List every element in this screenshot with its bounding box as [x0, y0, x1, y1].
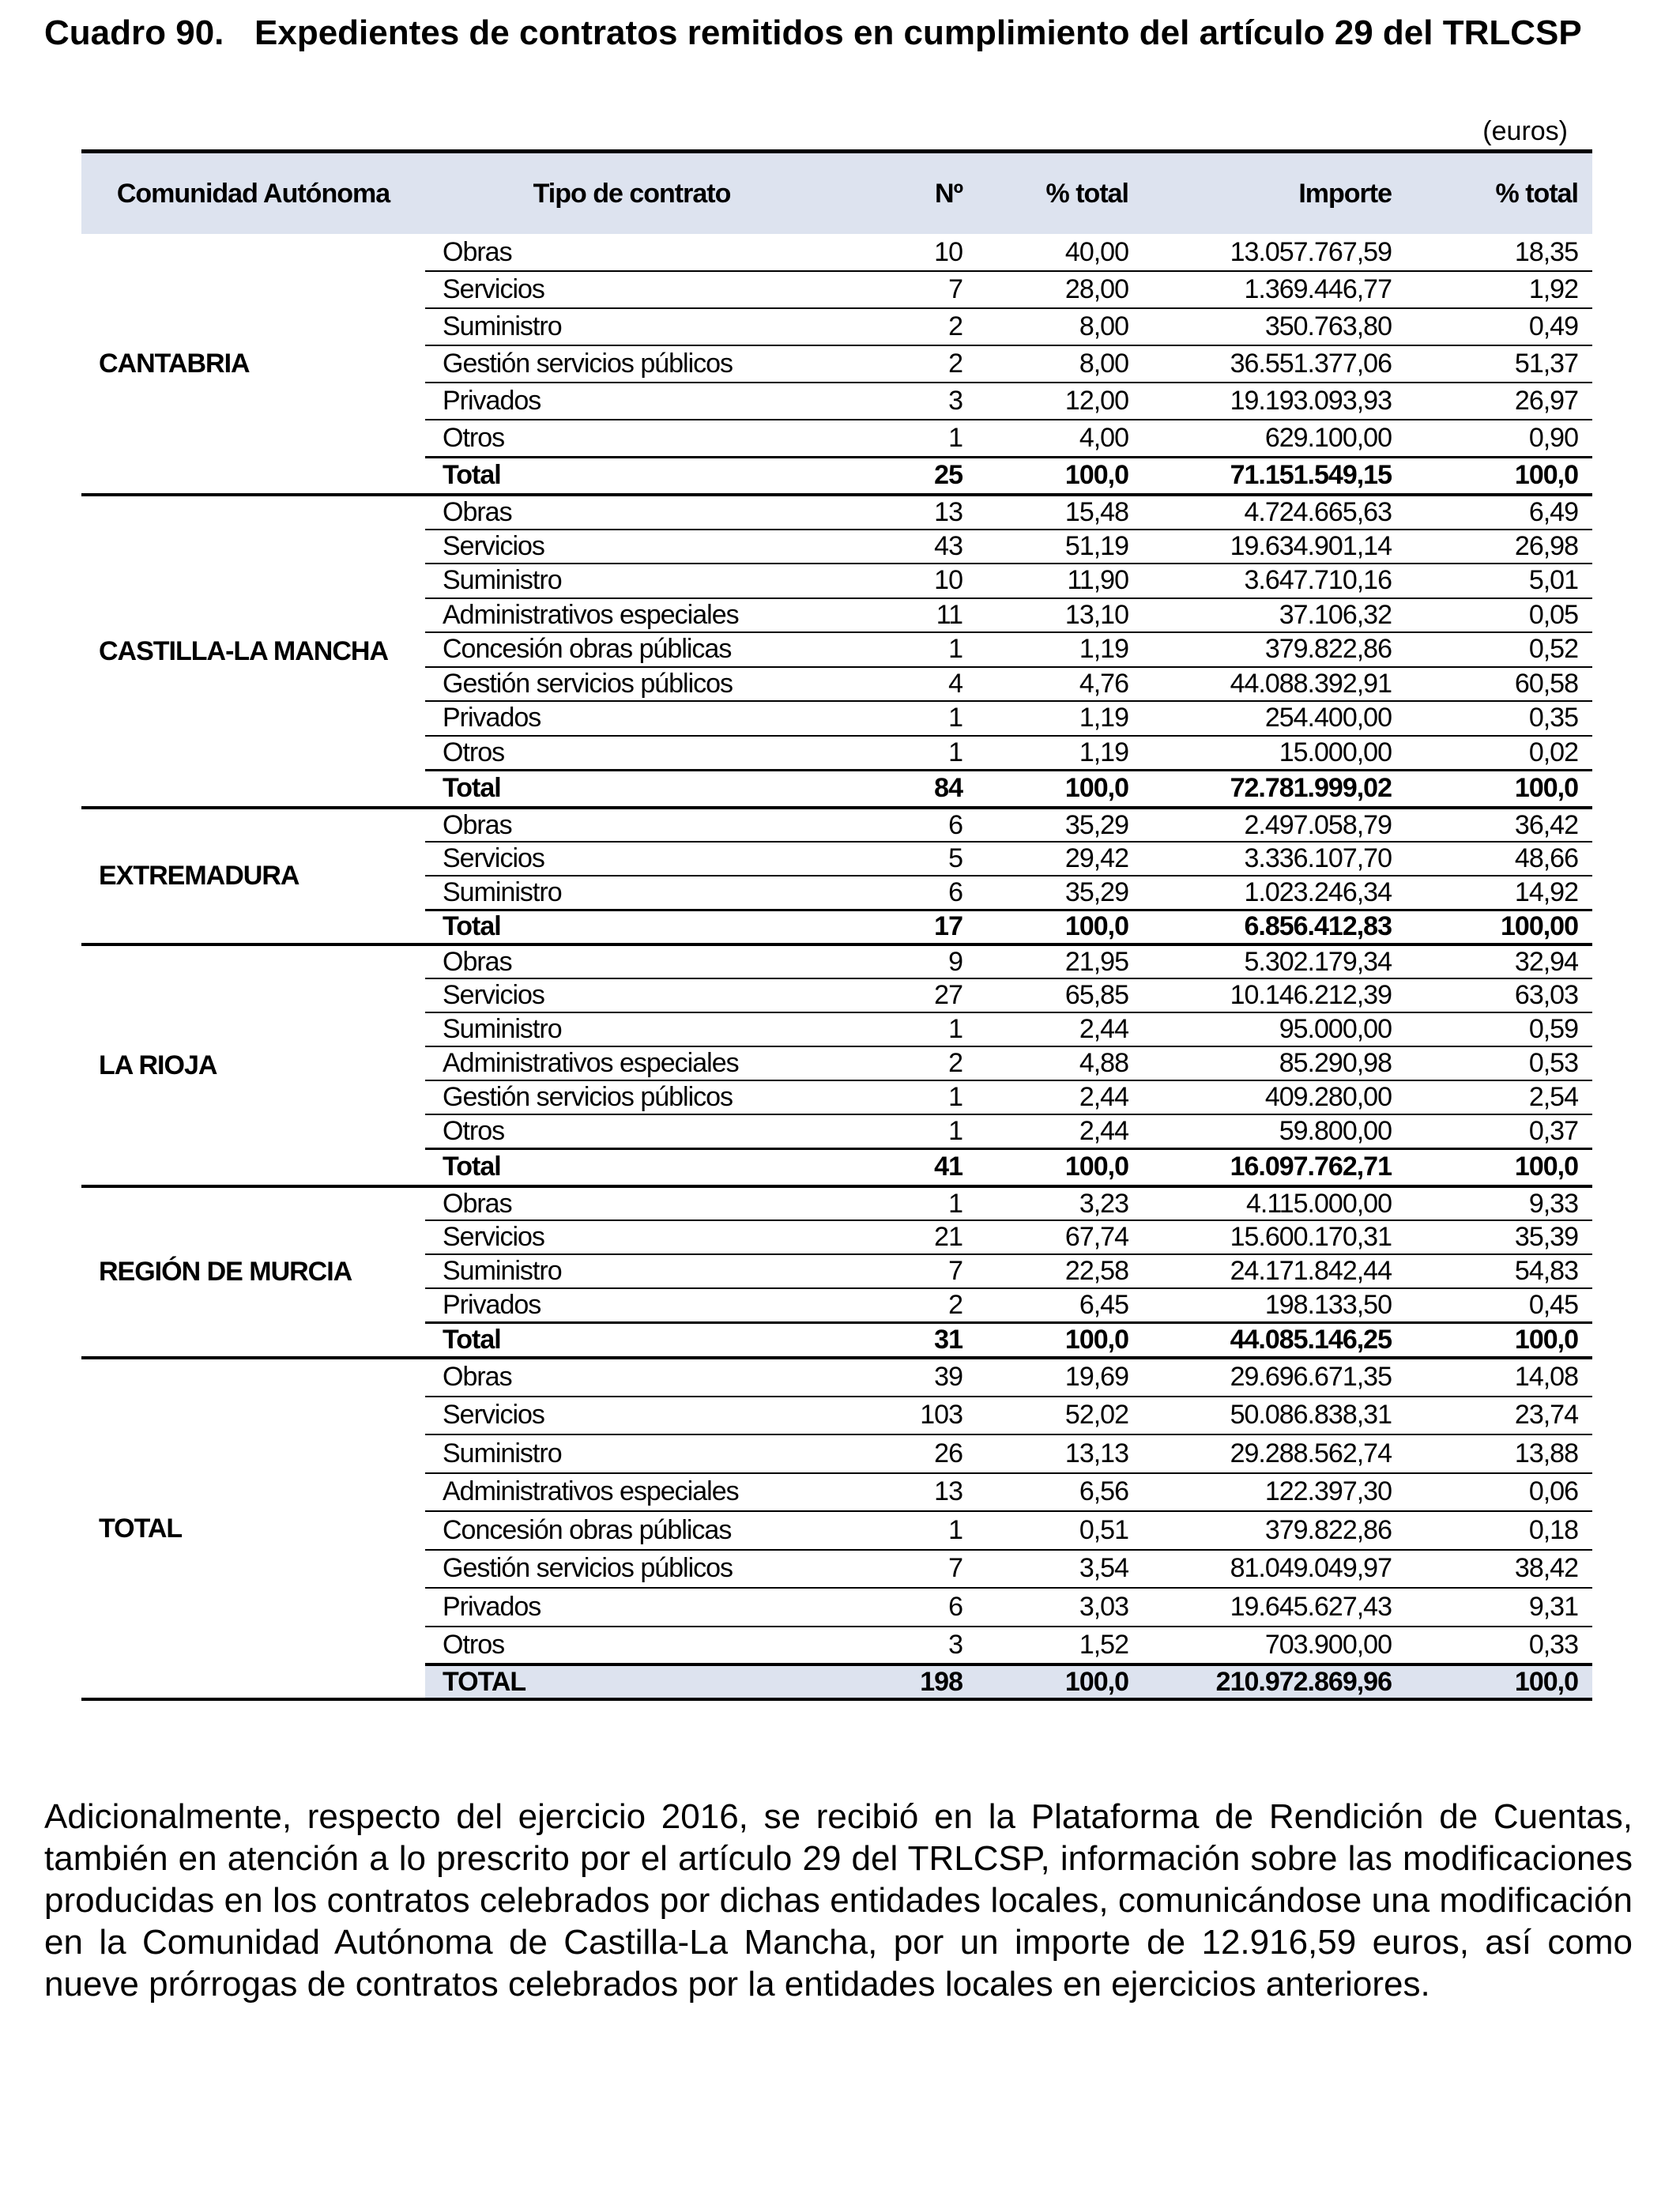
cell-amount: 6.856.412,83 [1143, 910, 1406, 944]
cell-count-pct: 1,52 [977, 1627, 1143, 1665]
caption-title: Expedientes de contratos remitidos en cumplimiento del artículo 29 del TRLCSP [254, 13, 1582, 52]
cell-amount-pct: 18,35 [1406, 234, 1592, 271]
cell-type: Concesión obras públicas [425, 1511, 838, 1550]
cell-count: 7 [838, 271, 977, 308]
cell-type: Obras [425, 808, 838, 842]
cell-amount-pct: 26,97 [1406, 383, 1592, 420]
cell-amount-pct: 100,0 [1406, 770, 1592, 808]
cell-amount-pct: 0,90 [1406, 420, 1592, 457]
cell-amount: 198.133,50 [1143, 1288, 1406, 1322]
cell-amount-pct: 6,49 [1406, 495, 1592, 530]
cell-type: Servicios [425, 1397, 838, 1435]
cell-type: Administrativos especiales [425, 1046, 838, 1080]
cell-amount: 15.600.170,31 [1143, 1220, 1406, 1254]
cell-amount: 254.400,00 [1143, 701, 1406, 736]
cell-amount: 44.088.392,91 [1143, 667, 1406, 702]
cell-type: TOTAL [425, 1664, 838, 1699]
cell-count-pct: 22,58 [977, 1254, 1143, 1288]
cell-count: 39 [838, 1358, 977, 1397]
region-name: EXTREMADURA [99, 861, 299, 891]
table-row [81, 944, 1592, 978]
cell-amount-pct: 0,33 [1406, 1627, 1592, 1665]
cell-type: Otros [425, 1114, 838, 1148]
cell-count-pct: 3,03 [977, 1588, 1143, 1627]
cell-amount: 122.397,30 [1143, 1473, 1406, 1512]
cell-count: 7 [838, 1550, 977, 1589]
cell-amount: 15.000,00 [1143, 736, 1406, 771]
cell-amount-pct: 0,45 [1406, 1288, 1592, 1322]
cell-amount-pct: 60,58 [1406, 667, 1592, 702]
cell-count: 6 [838, 808, 977, 842]
header-tipo: Tipo de contrato [425, 152, 838, 235]
cell-count-pct: 2,44 [977, 1114, 1143, 1148]
region-name: REGIÓN DE MURCIA [99, 1257, 352, 1287]
cell-amount-pct: 23,74 [1406, 1397, 1592, 1435]
cell-count: 21 [838, 1220, 977, 1254]
region-name: CASTILLA-LA MANCHA [99, 635, 389, 666]
cell-amount: 71.151.549,15 [1143, 457, 1406, 495]
cell-amount-pct: 0,18 [1406, 1511, 1592, 1550]
cell-amount-pct: 100,0 [1406, 1148, 1592, 1186]
cell-amount: 37.106,32 [1143, 598, 1406, 633]
region-group [81, 1186, 1592, 1358]
cell-amount: 85.290,98 [1143, 1046, 1406, 1080]
cell-type: Gestión servicios públicos [425, 667, 838, 702]
cell-type: Suministro [425, 564, 838, 598]
cell-amount: 36.551.377,06 [1143, 345, 1406, 383]
cell-count-pct: 11,90 [977, 564, 1143, 598]
cell-amount: 4.115.000,00 [1143, 1186, 1406, 1220]
cell-amount: 24.171.842,44 [1143, 1254, 1406, 1288]
cell-amount-pct: 1,92 [1406, 271, 1592, 308]
cell-type: Otros [425, 1627, 838, 1665]
cell-count-pct: 100,0 [977, 770, 1143, 808]
cell-amount-pct: 14,92 [1406, 876, 1592, 910]
cell-count: 11 [838, 598, 977, 633]
cell-count: 31 [838, 1322, 977, 1358]
cell-count-pct: 29,42 [977, 842, 1143, 876]
cell-type: Suministro [425, 308, 838, 345]
cell-count: 25 [838, 457, 977, 495]
cell-amount-pct: 54,83 [1406, 1254, 1592, 1288]
cell-amount: 4.724.665,63 [1143, 495, 1406, 530]
cell-type: Servicios [425, 842, 838, 876]
cell-amount-pct: 5,01 [1406, 564, 1592, 598]
contracts-table [81, 149, 1592, 1701]
cell-amount: 2.497.058,79 [1143, 808, 1406, 842]
cell-count-pct: 8,00 [977, 308, 1143, 345]
cell-count-pct: 12,00 [977, 383, 1143, 420]
cell-count-pct: 100,0 [977, 457, 1143, 495]
region-group [81, 1358, 1592, 1699]
cell-type: Otros [425, 420, 838, 457]
cell-type: Servicios [425, 271, 838, 308]
cell-amount: 95.000,00 [1143, 1012, 1406, 1046]
cell-count-pct: 1,19 [977, 701, 1143, 736]
cell-count: 2 [838, 308, 977, 345]
cell-amount: 5.302.179,34 [1143, 944, 1406, 978]
cell-amount-pct: 0,59 [1406, 1012, 1592, 1046]
cell-count-pct: 4,76 [977, 667, 1143, 702]
cell-amount-pct: 0,06 [1406, 1473, 1592, 1512]
cell-count: 13 [838, 1473, 977, 1512]
cell-count-pct: 6,56 [977, 1473, 1143, 1512]
cell-count: 5 [838, 842, 977, 876]
cell-type: Obras [425, 944, 838, 978]
table-row [81, 1358, 1592, 1397]
cell-count: 7 [838, 1254, 977, 1288]
cell-count: 6 [838, 876, 977, 910]
cell-count-pct: 4,88 [977, 1046, 1143, 1080]
cell-amount-pct: 100,00 [1406, 910, 1592, 944]
cell-type: Privados [425, 383, 838, 420]
cell-count: 1 [838, 1114, 977, 1148]
cell-amount-pct: 14,08 [1406, 1358, 1592, 1397]
cell-amount-pct: 100,0 [1406, 1322, 1592, 1358]
cell-count-pct: 2,44 [977, 1012, 1143, 1046]
cell-type: Privados [425, 1288, 838, 1322]
cell-count-pct: 35,29 [977, 876, 1143, 910]
cell-amount: 19.193.093,93 [1143, 383, 1406, 420]
cell-count-pct: 6,45 [977, 1288, 1143, 1322]
cell-amount-pct: 36,42 [1406, 808, 1592, 842]
cell-type: Obras [425, 234, 838, 271]
table-row [81, 808, 1592, 842]
cell-type: Privados [425, 701, 838, 736]
cell-type: Servicios [425, 1220, 838, 1254]
cell-amount-pct: 0,05 [1406, 598, 1592, 633]
header-pct-numero: % total [977, 152, 1143, 235]
cell-count: 10 [838, 234, 977, 271]
cell-count: 2 [838, 345, 977, 383]
cell-count: 198 [838, 1664, 977, 1699]
cell-count-pct: 67,74 [977, 1220, 1143, 1254]
cell-count: 9 [838, 944, 977, 978]
cell-count: 3 [838, 383, 977, 420]
cell-type: Suministro [425, 1254, 838, 1288]
cell-amount-pct: 48,66 [1406, 842, 1592, 876]
cell-type: Servicios [425, 978, 838, 1012]
header-numero: Nº [838, 152, 977, 235]
cell-amount-pct: 0,37 [1406, 1114, 1592, 1148]
cell-type: Suministro [425, 1012, 838, 1046]
cell-amount: 703.900,00 [1143, 1627, 1406, 1665]
cell-count: 2 [838, 1288, 977, 1322]
cell-count: 1 [838, 632, 977, 667]
cell-count-pct: 13,10 [977, 598, 1143, 633]
cell-count: 43 [838, 530, 977, 564]
cell-amount-pct: 0,52 [1406, 632, 1592, 667]
header-importe: Importe [1143, 152, 1406, 235]
cell-amount: 1.369.446,77 [1143, 271, 1406, 308]
cell-count: 3 [838, 1627, 977, 1665]
cell-amount: 19.634.901,14 [1143, 530, 1406, 564]
cell-count: 13 [838, 495, 977, 530]
cell-count-pct: 51,19 [977, 530, 1143, 564]
cell-amount: 29.288.562,74 [1143, 1434, 1406, 1473]
cell-amount: 72.781.999,02 [1143, 770, 1406, 808]
cell-count-pct: 1,19 [977, 736, 1143, 771]
cell-type: Suministro [425, 876, 838, 910]
cell-amount: 379.822,86 [1143, 632, 1406, 667]
cell-type: Obras [425, 1186, 838, 1220]
region-group [81, 495, 1592, 808]
region-name: TOTAL [99, 1513, 183, 1544]
cell-amount-pct: 13,88 [1406, 1434, 1592, 1473]
cell-amount: 379.822,86 [1143, 1511, 1406, 1550]
region-group [81, 234, 1592, 495]
cell-type: Otros [425, 736, 838, 771]
cell-amount: 629.100,00 [1143, 420, 1406, 457]
cell-type: Administrativos especiales [425, 598, 838, 633]
cell-amount: 19.645.627,43 [1143, 1588, 1406, 1627]
cell-type: Concesión obras públicas [425, 632, 838, 667]
cell-count-pct: 4,00 [977, 420, 1143, 457]
cell-count: 103 [838, 1397, 977, 1435]
cell-amount: 350.763,80 [1143, 308, 1406, 345]
cell-count-pct: 21,95 [977, 944, 1143, 978]
cell-type: Servicios [425, 530, 838, 564]
cell-count-pct: 3,23 [977, 1186, 1143, 1220]
region-group [81, 944, 1592, 1186]
cell-count-pct: 65,85 [977, 978, 1143, 1012]
cell-count-pct: 3,54 [977, 1550, 1143, 1589]
cell-type: Obras [425, 1358, 838, 1397]
cell-count-pct: 100,0 [977, 910, 1143, 944]
cell-amount: 409.280,00 [1143, 1080, 1406, 1114]
cell-count: 27 [838, 978, 977, 1012]
cell-type: Privados [425, 1588, 838, 1627]
cell-count-pct: 8,00 [977, 345, 1143, 383]
cell-count-pct: 1,19 [977, 632, 1143, 667]
cell-count-pct: 0,51 [977, 1511, 1143, 1550]
cell-count-pct: 100,0 [977, 1322, 1143, 1358]
cell-count: 1 [838, 1186, 977, 1220]
table-row [81, 495, 1592, 530]
cell-amount: 13.057.767,59 [1143, 234, 1406, 271]
cell-count-pct: 100,0 [977, 1664, 1143, 1699]
cell-amount-pct: 0,49 [1406, 308, 1592, 345]
cell-amount-pct: 9,33 [1406, 1186, 1592, 1220]
cell-amount: 50.086.838,31 [1143, 1397, 1406, 1435]
cell-type: Administrativos especiales [425, 1473, 838, 1512]
cell-amount-pct: 35,39 [1406, 1220, 1592, 1254]
caption-label: Cuadro 90. [44, 13, 224, 52]
cell-count: 1 [838, 701, 977, 736]
cell-type: Total [425, 1322, 838, 1358]
cell-count-pct: 35,29 [977, 808, 1143, 842]
body-paragraph: Adicionalmente, respecto del ejercicio 2016, se recibió en la Plataforma de Rendición de Cuentas, también en atención a lo prescrito por el artículo 29 del TRLCSP, información sobre las modificaciones producidas en los contratos celebrados por dichas entidades locales, comunicándose una modificación en la Comunidad Autónoma de Castilla-La Mancha, por un importe de 12.916,59 euros, así como nueve prórrogas de contratos celebrados por la entidades locales en ejercicios anteriores. [44, 1797, 1633, 2004]
cell-type: Total [425, 1148, 838, 1186]
table-header-row [81, 152, 1592, 235]
cell-count-pct: 19,69 [977, 1358, 1143, 1397]
cell-count: 1 [838, 736, 977, 771]
cell-count: 41 [838, 1148, 977, 1186]
cell-count-pct: 100,0 [977, 1148, 1143, 1186]
cell-amount: 16.097.762,71 [1143, 1148, 1406, 1186]
cell-amount-pct: 32,94 [1406, 944, 1592, 978]
units-label: (euros) [1482, 116, 1568, 146]
cell-amount-pct: 0,53 [1406, 1046, 1592, 1080]
cell-count: 1 [838, 1080, 977, 1114]
cell-type: Obras [425, 495, 838, 530]
cell-type: Total [425, 910, 838, 944]
cell-count: 1 [838, 1012, 977, 1046]
cell-count: 10 [838, 564, 977, 598]
cell-count-pct: 2,44 [977, 1080, 1143, 1114]
cell-amount-pct: 2,54 [1406, 1080, 1592, 1114]
cell-type: Gestión servicios públicos [425, 345, 838, 383]
table-row [81, 1186, 1592, 1220]
cell-count-pct: 40,00 [977, 234, 1143, 271]
cell-amount-pct: 9,31 [1406, 1588, 1592, 1627]
cell-type: Total [425, 457, 838, 495]
cell-count: 6 [838, 1588, 977, 1627]
cell-count-pct: 52,02 [977, 1397, 1143, 1435]
table-row [81, 234, 1592, 271]
cell-amount-pct: 38,42 [1406, 1550, 1592, 1589]
region-name: LA RIOJA [99, 1050, 217, 1080]
cell-count-pct: 13,13 [977, 1434, 1143, 1473]
header-comunidad: Comunidad Autónoma [81, 152, 425, 235]
cell-type: Total [425, 770, 838, 808]
cell-count: 1 [838, 1511, 977, 1550]
cell-count: 2 [838, 1046, 977, 1080]
cell-count: 84 [838, 770, 977, 808]
cell-type: Gestión servicios públicos [425, 1080, 838, 1114]
cell-amount-pct: 51,37 [1406, 345, 1592, 383]
cell-count: 17 [838, 910, 977, 944]
cell-amount: 10.146.212,39 [1143, 978, 1406, 1012]
cell-count-pct: 15,48 [977, 495, 1143, 530]
region-name: CANTABRIA [99, 348, 250, 379]
cell-amount: 44.085.146,25 [1143, 1322, 1406, 1358]
cell-type: Gestión servicios públicos [425, 1550, 838, 1589]
cell-amount: 3.647.710,16 [1143, 564, 1406, 598]
cell-amount-pct: 0,35 [1406, 701, 1592, 736]
cell-amount: 29.696.671,35 [1143, 1358, 1406, 1397]
cell-amount-pct: 100,0 [1406, 457, 1592, 495]
table-caption [44, 11, 1633, 55]
header-pct-importe: % total [1406, 152, 1592, 235]
cell-amount-pct: 0,02 [1406, 736, 1592, 771]
cell-amount-pct: 26,98 [1406, 530, 1592, 564]
cell-count: 4 [838, 667, 977, 702]
cell-amount: 210.972.869,96 [1143, 1664, 1406, 1699]
cell-amount: 1.023.246,34 [1143, 876, 1406, 910]
cell-amount-pct: 100,0 [1406, 1664, 1592, 1699]
cell-type: Suministro [425, 1434, 838, 1473]
cell-amount-pct: 63,03 [1406, 978, 1592, 1012]
cell-count-pct: 28,00 [977, 271, 1143, 308]
cell-amount: 3.336.107,70 [1143, 842, 1406, 876]
cell-count: 1 [838, 420, 977, 457]
cell-amount: 59.800,00 [1143, 1114, 1406, 1148]
cell-amount: 81.049.049,97 [1143, 1550, 1406, 1589]
region-group [81, 808, 1592, 944]
cell-count: 26 [838, 1434, 977, 1473]
